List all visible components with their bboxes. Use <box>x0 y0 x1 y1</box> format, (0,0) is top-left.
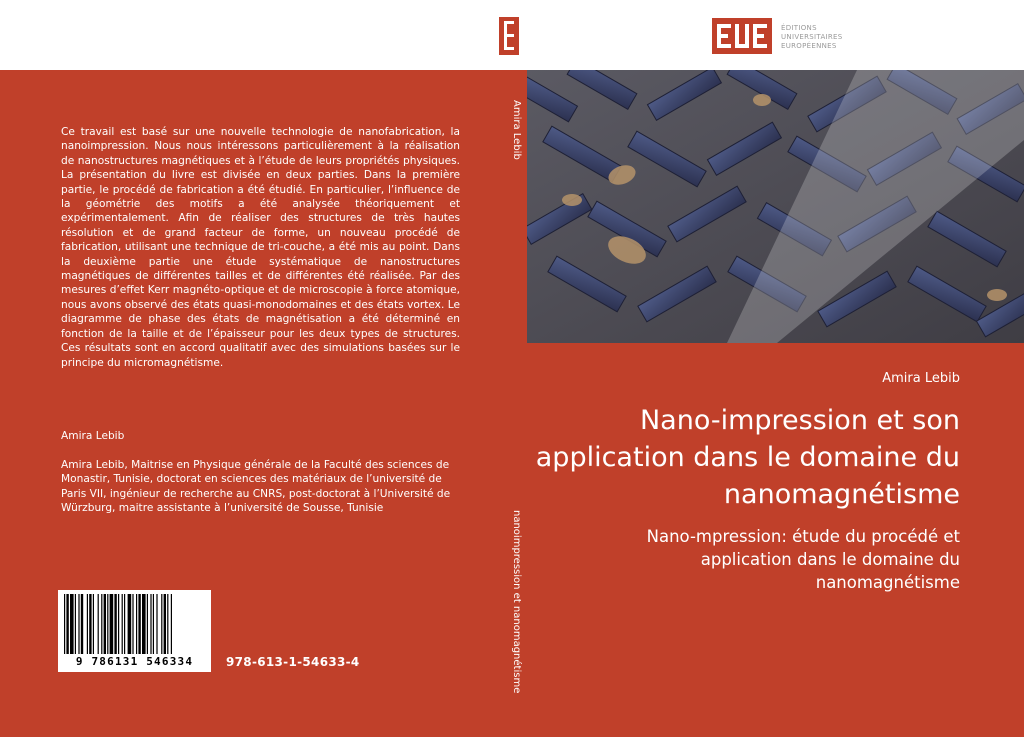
back-blurb: Ce travail est basé sur une nouvelle technologie de nanofabrication, la nanoimpression. Nous nous intéressons particulièrement à la réalisation de nanostructures magnétiques et à l’étude de leurs propriétés physiques. La présentation du livre est divisée en deux parties. Dans la première partie, le procédé de fabrication a été étudié. En particulier, l’influence de la géométrie des motifs a été analysée théoriquement et expérimentalement. Afin de réaliser des structures de très hautes résolution et de grand facteur de forme, un nouveau procédé de fabrication, utilisant une technique de tri-couche, a été mis au point. Dans la deuxième partie une étude systématique de nanostructures magnétiques de différentes tailles et de différentes été réalisée. Par des mesures d’effet Kerr magnéto-optique et de microscopie à force atomique, nous avons observé des états quasi-monodomaines et des états vortex. Le diagramme de phase des états de magnétisation a été déterminé en fonction de la taille et de l’épaisseur pour les deux types de structures. Ces résultats sont en accord qualitatif avec des simulations basées sur le principe du micromagnétisme. <box>61 126 460 369</box>
front-cover <box>527 70 1024 737</box>
book-title: Nano-impression et son application dans le domaine du nanomagnétisme <box>535 405 960 510</box>
back-author-label: Amira Lebib <box>61 430 125 442</box>
publisher-line: EUROPÉENNES <box>781 42 837 50</box>
publisher-line: ÉDITIONS <box>781 24 817 32</box>
barcode-digits: 9 786131 546334 <box>75 655 194 668</box>
front-author: Amira Lebib <box>882 371 960 386</box>
isbn: 978-613-1-54633-4 <box>226 655 360 669</box>
spine-author: Amira Lebib <box>511 100 522 160</box>
cover-photo <box>527 70 1024 343</box>
publisher-line: UNIVERSITAIRES <box>781 33 843 41</box>
publisher-logo <box>712 18 772 54</box>
spine-publisher-logo <box>499 17 519 55</box>
back-cover <box>0 70 495 737</box>
author-bio: Amira Lebib, Maitrise en Physique générale de la Faculté des sciences de Monastir, Tunisie, doctorat en sciences des matériaux de l’université de Paris VII, ingénieur de recherche au CNRS, post-doctorat à l’Université de Würzburg, maitre assistante à l’université de Sousse, Tunisie <box>61 459 451 515</box>
spine-title: nanoimpression et nanomagnétisme <box>511 510 522 694</box>
top-white-band <box>0 0 1024 70</box>
publisher-name <box>781 24 843 51</box>
barcode <box>58 590 211 672</box>
book-subtitle: Nano-mpression: étude du procédé et application dans le domaine du nanomagnétisme <box>646 527 960 592</box>
